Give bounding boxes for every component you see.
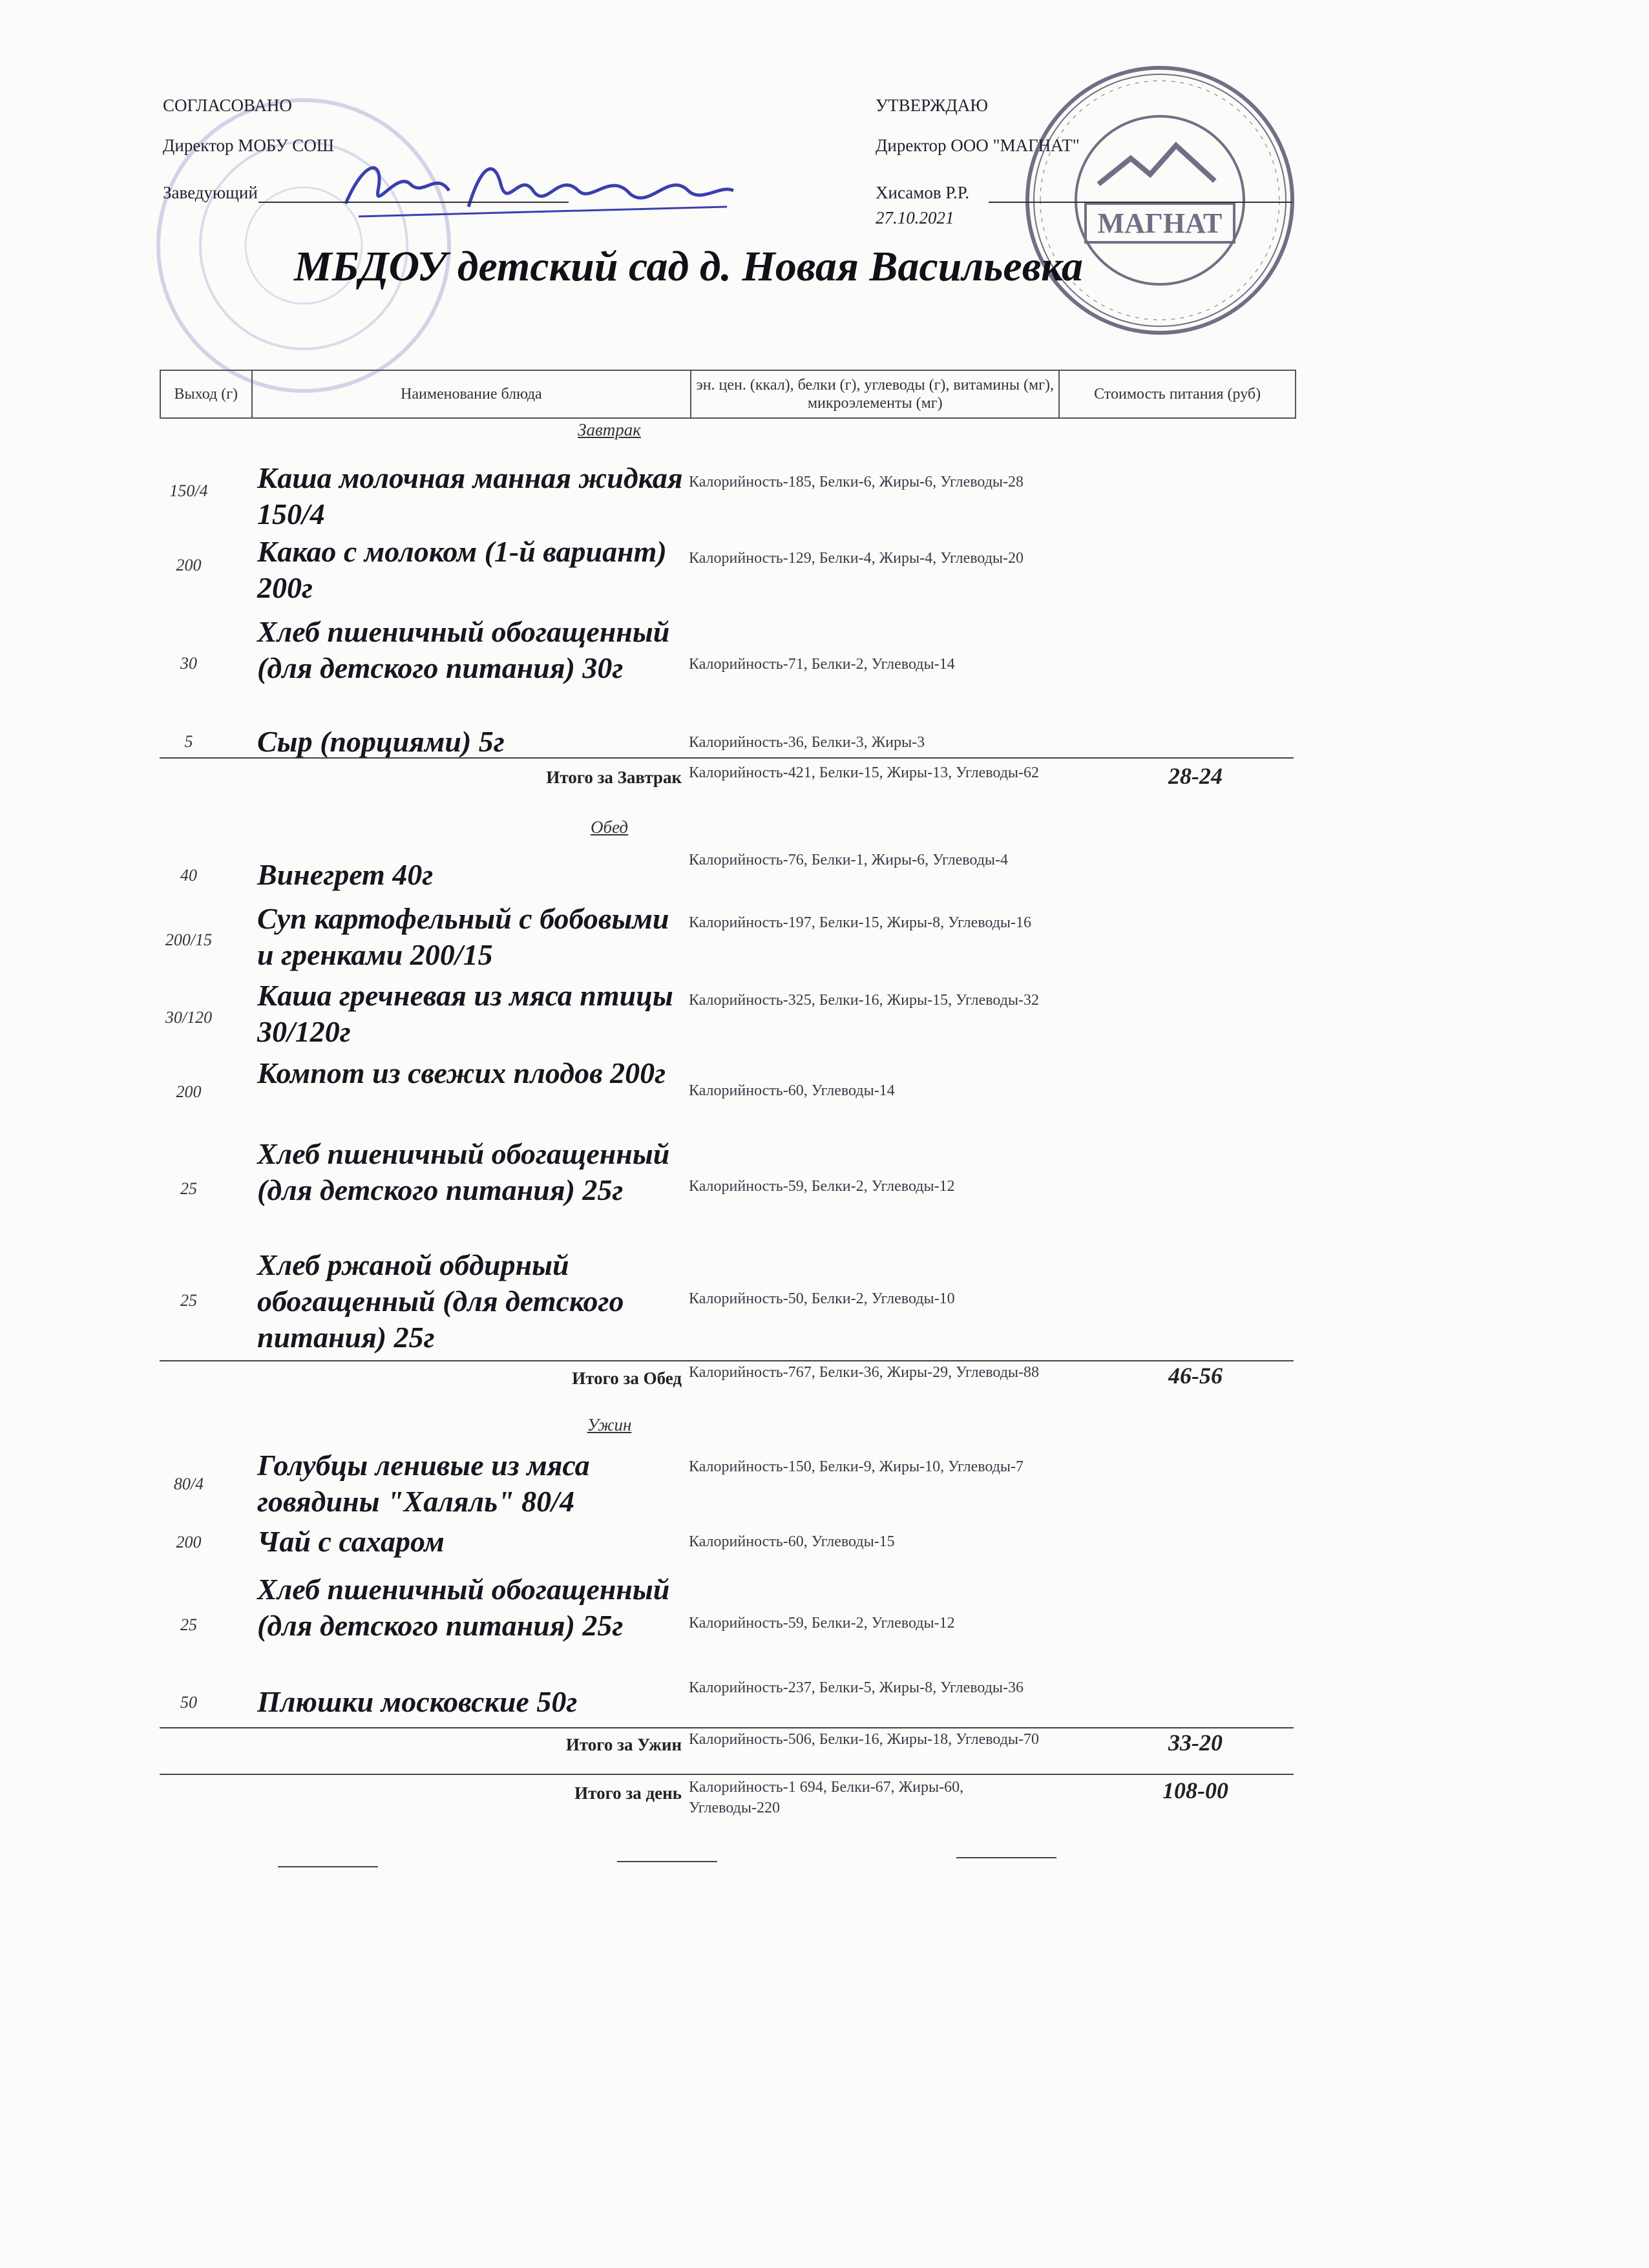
item-nutrition: Калорийность-185, Белки-6, Жиры-6, Углеводы-28 [689,474,1024,490]
item-name: Каша молочная манная жидкая 150/4 [257,461,683,530]
section-divider [160,757,1294,759]
breakfast-total-cost: 28-24 [1168,763,1223,789]
section-title-dinner: Ужин [587,1415,632,1434]
agreed-label: СОГЛАСОВАНО [163,96,292,115]
agreed-head: Заведующий [163,183,258,202]
footer-signature-line [956,1857,1056,1858]
item-output: 25 [180,1179,197,1198]
item-nutrition: Калорийность-60, Углеводы-14 [689,1082,895,1099]
day-total-nutrition: Калорийность-1 694, Белки-67, Жиры-60, Углеводы-220 [689,1779,964,1816]
col-name-header: Наименование блюда [253,371,692,417]
col-output-header: Выход (г) [161,371,253,417]
agreed-position: Директор МОБУ СОШ [163,136,334,155]
item-name: Винегрет 40г [257,858,434,891]
approve-label: УТВЕРЖДАЮ [876,96,989,115]
item-output: 200 [176,1533,202,1551]
item-nutrition: Калорийность-59, Белки-2, Углеводы-12 [689,1615,955,1632]
section-title-breakfast: Завтрак [578,420,641,439]
item-output: 200/15 [165,930,213,949]
breakfast-total-label: Итого за Завтрак [546,768,682,787]
item-name: Хлеб пшеничный обогащенный (для детского питания) 30г [257,615,670,684]
item-name: Сыр (порциями) 5г [257,725,505,758]
company-seal [1021,61,1299,339]
item-name: Суп картофельный с бобовыми и гренками 200/15 [257,902,669,971]
item-output: 50 [180,1693,197,1712]
item-nutrition: Калорийность-60, Углеводы-15 [689,1533,895,1550]
page-title: МБДОУ детский сад д. Новая Васильевка [294,243,1083,290]
item-output: 30 [180,654,197,673]
item-nutrition: Калорийность-71, Белки-2, Углеводы-14 [689,656,955,673]
handwritten-signature [339,145,740,236]
approve-signature-line [989,202,1292,203]
item-output: 80/4 [173,1475,204,1493]
item-name: Плюшки московские 50г [257,1685,578,1718]
col-values-header: эн. цен. (ккал), белки (г), углеводы (г), витамины (мг), микроэлементы (мг) [691,371,1060,417]
item-name: Голубцы ленивые из мяса говядины "Халяль" 80/4 [257,1449,590,1518]
item-output: 25 [180,1291,197,1310]
item-output: 30/120 [165,1008,213,1027]
item-nutrition: Калорийность-197, Белки-15, Жиры-8, Углеводы-16 [689,914,1032,931]
footer-signature-line [617,1861,717,1862]
seal-text: МАГНАТ [1097,207,1223,239]
item-output: 150/4 [169,481,208,500]
section-divider [160,1360,1294,1361]
dinner-total-nutrition: Калорийность-506, Белки-16, Жиры-18, Углеводы-70 [689,1731,1040,1748]
item-nutrition: Калорийность-237, Белки-5, Жиры-8, Углеводы-36 [689,1679,1024,1696]
approve-name: Хисамов Р.Р. [876,183,970,202]
item-name: Компот из свежих плодов 200г [257,1056,666,1089]
item-name: Какао с молоком (1-й вариант) 200г [257,535,667,604]
item-nutrition: Калорийность-50, Белки-2, Углеводы-10 [689,1290,955,1307]
item-name: Каша гречневая из мяса птицы 30/120г [257,979,673,1048]
breakfast-total-nutrition: Калорийность-421, Белки-15, Жиры-13, Углеводы-62 [689,764,1040,781]
item-nutrition: Калорийность-325, Белки-16, Жиры-15, Углеводы-32 [689,992,1040,1009]
section-title-lunch: Обед [590,817,629,837]
item-nutrition: Калорийность-129, Белки-4, Жиры-4, Углеводы-20 [689,550,1024,567]
table-header [160,370,1296,419]
lunch-total-label: Итого за Обед [572,1369,682,1388]
item-nutrition: Калорийность-59, Белки-2, Углеводы-12 [689,1178,955,1195]
item-name: Чай с сахаром [257,1525,445,1558]
day-total-label: Итого за день [574,1783,682,1803]
item-nutrition: Калорийность-150, Белки-9, Жиры-10, Углеводы-7 [689,1458,1024,1475]
item-name: Хлеб пшеничный обогащенный (для детского питания) 25г [257,1573,670,1642]
item-output: 200 [176,556,202,574]
lunch-total-cost: 46-56 [1168,1363,1223,1389]
item-nutrition: Калорийность-76, Белки-1, Жиры-6, Углеводы-4 [689,852,1009,868]
item-output: 5 [184,732,193,751]
item-nutrition: Калорийность-36, Белки-3, Жиры-3 [689,734,925,751]
item-output: 200 [176,1082,202,1101]
item-name: Хлеб ржаной обдирный обогащенный (для детского питания) 25г [257,1248,624,1354]
section-divider [160,1727,1294,1728]
day-total-cost: 108-00 [1162,1778,1228,1803]
item-output: 40 [180,866,197,885]
footer-signature-line [278,1866,378,1867]
day-total-divider [160,1774,1294,1775]
item-name: Хлеб пшеничный обогащенный (для детского питания) 25г [257,1137,670,1206]
approve-position: Директор ООО "МАГНАТ" [876,136,1080,155]
lunch-total-nutrition: Калорийность-767, Белки-36, Жиры-29, Углеводы-88 [689,1364,1040,1381]
dinner-total-cost: 33-20 [1168,1730,1223,1756]
item-output: 25 [180,1615,197,1634]
col-cost-header: Стоимость питания (руб) [1094,386,1261,403]
dinner-total-label: Итого за Ужин [565,1735,682,1754]
approve-date: 27.10.2021 [876,208,954,227]
agreed-signature-line [258,202,569,203]
